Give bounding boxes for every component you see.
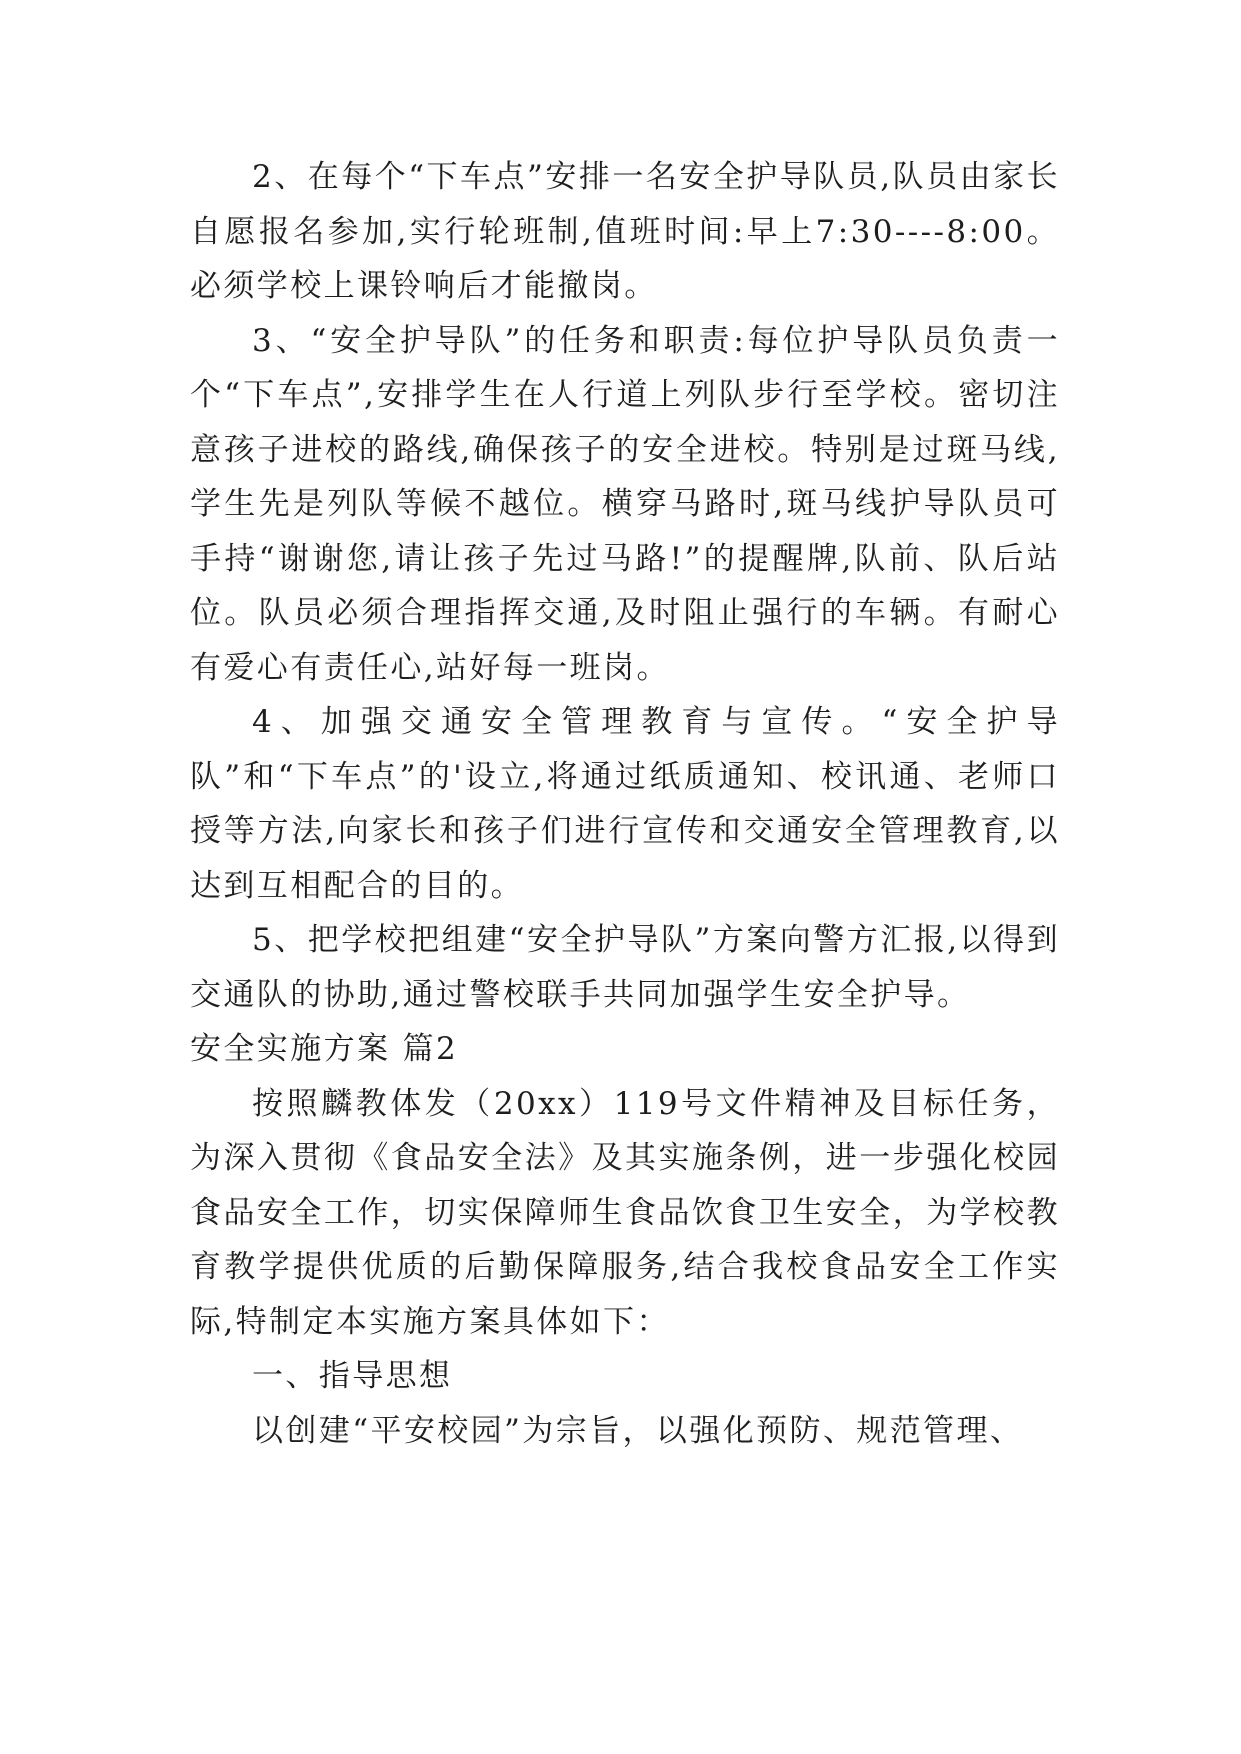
intro-paragraph: 按照麟教体发（20xx）119号文件精神及目标任务，为深入贯彻《食品安全法》及其实施条例，进一步强化校园食品安全工作，切实保障师生食品饮食卫生安全，为学校教育教学提供优质的后勤保障服务,结合我校食品安全工作实际,特制定本实施方案具体如下： — [190, 1085, 1060, 1340]
paragraph-item-5: 5、把学校把组建“安全护导队”方案向警方汇报,以得到交通队的协助,通过警校联手共同加强学生安全护导。 — [190, 922, 1060, 1013]
guiding-thought-paragraph: 以创建“平安校园”为宗旨，以强化预防、规范管理、 — [252, 1412, 1024, 1449]
paragraph-item-4: 4、加强交通安全管理教育与宣传。“安全护导队”和“下车点”的'设立,将通过纸质通知、校讯通、老师口授等方法,向家长和孩子们进行宣传和交通安全管理教育,以达到互相配合的目的。 — [190, 704, 1060, 904]
guiding-thought-heading: 一、指导思想 — [252, 1358, 453, 1394]
paragraph-item-2: 2、在每个“下车点”安排一名安全护导队员,队员由家长自愿报名参加,实行轮班制,值班时间:早上7:30----8:00。必须学校上课铃响后才能撤岗。 — [190, 159, 1060, 304]
document-page — [190, 150, 1060, 1458]
paragraph-item-3: 3、“安全护导队”的任务和职责:每位护导队员负责一个“下车点”,安排学生在人行道上列队步行至学校。密切注意孩子进校的路线,确保孩子的安全进校。特别是过斑马线,学生先是列队等候不越位。横穿马路时,斑马线护导队员可手持“谢谢您,请让孩子先过马路!”的提醒牌,队前、队后站位。队员必须合理指挥交通,及时阻止强行的车辆。有耐心有爱心有责任心,站好每一班岗。 — [190, 322, 1060, 686]
section-title: 安全实施方案 篇2 — [190, 1031, 459, 1067]
